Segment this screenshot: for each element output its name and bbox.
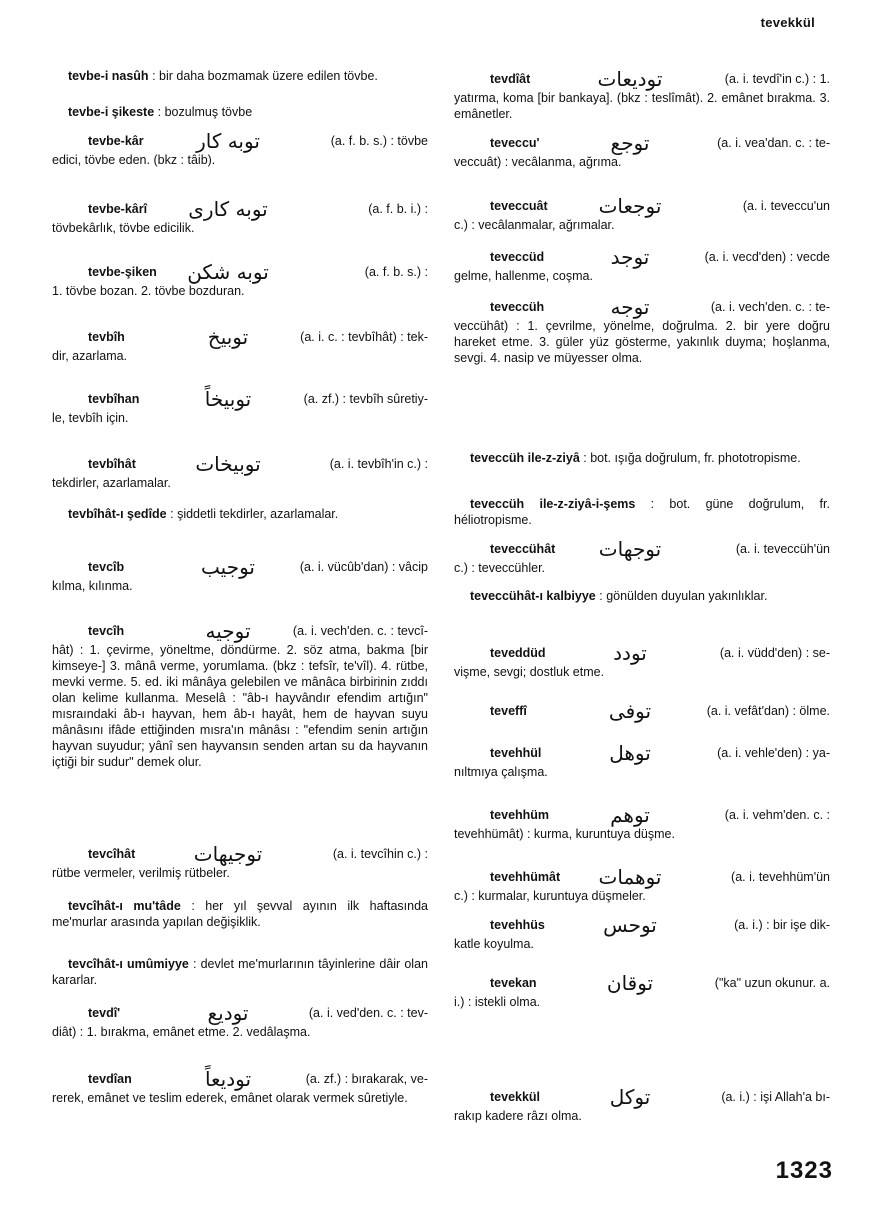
definition: kılma, kılınma. bbox=[52, 579, 133, 593]
headword: tevbe-kârî bbox=[88, 202, 148, 216]
page-number: 1323 bbox=[775, 1157, 833, 1184]
definition: le, tevbîh için. bbox=[52, 411, 129, 425]
dictionary-entry bbox=[52, 1002, 428, 1040]
definition: i.) : istekli olma. bbox=[454, 995, 541, 1009]
etymology: (a. f. b. i.) : bbox=[368, 202, 428, 216]
arabic-script: توجيب bbox=[201, 555, 255, 579]
dictionary-entry bbox=[52, 898, 428, 930]
dictionary-entry bbox=[52, 198, 428, 236]
definition: dir, azarlama. bbox=[52, 349, 128, 363]
arabic-script: توبه شكن bbox=[187, 260, 269, 284]
headword: tevekan bbox=[490, 976, 537, 990]
etymology: (a. i. vech'den. c. : te- bbox=[710, 300, 830, 314]
definition: : devlet me'murlarının tâyinlerine dâir olan kararlar. bbox=[52, 957, 428, 987]
arabic-script: توديعاً bbox=[204, 1067, 252, 1091]
arabic-script: توبيخ bbox=[207, 325, 249, 349]
entry-headline bbox=[454, 914, 830, 936]
entry-text bbox=[52, 898, 428, 930]
headword: tevcîb bbox=[88, 560, 125, 574]
entry-text bbox=[52, 104, 428, 120]
definition: tövbekârlık, tövbe edicilik. bbox=[52, 221, 195, 235]
headword: tevbîhât-ı şedîde bbox=[68, 507, 167, 521]
headword: tevcîh bbox=[88, 624, 125, 638]
entry-text bbox=[454, 588, 830, 604]
arabic-script: توجعات bbox=[598, 194, 662, 218]
arabic-script: توجد bbox=[610, 245, 650, 269]
etymology: (a. i. vehle'den) : ya- bbox=[717, 746, 830, 760]
etymology: (a. i. c. : tevbîhât) : tek- bbox=[300, 330, 428, 344]
definition: hât) : 1. çevirme, yöneltme, döndürme. 2. söz atma, bakma [bir kimseye-] 3. mânâ verme, yorumlama. (bkz : tefsîr, te'vîl). 4. rütbe, mevki verme. 5. ed. iki mânâya gelebilen ve mânâca birbirinin zıddı olan kelime kullanma. Meselâ : "âb-ı hayvândır efendim artığın" mısraındaki âb-ı hayvan, hem âb-ı hayât, hem de hayvan suyu mânâsını ifâde ettiğinden mısra'ın mânâsı : "efendim senin artığın hayvan suyudur; yânî sen hayvansın senden artan su da hayvanın içtiği bir sudur" demek olur. bbox=[52, 643, 428, 769]
dictionary-entry bbox=[52, 453, 428, 491]
dictionary-entry bbox=[454, 972, 830, 1010]
arabic-script: توحس bbox=[603, 913, 657, 937]
headword: teveccüh ile-z-ziyâ-i-şems bbox=[470, 497, 636, 511]
definition: c.) : kurmalar, kuruntuya düşmeler. bbox=[454, 889, 646, 903]
entry-headline bbox=[52, 388, 428, 410]
definition: : bot. ışığa doğrulum, fr. phototropisme. bbox=[583, 451, 801, 465]
definition: : bir daha bozmamak üzere edilen tövbe. bbox=[152, 69, 378, 83]
dictionary-entry bbox=[454, 496, 830, 528]
definition: gelme, hallenme, coşma. bbox=[454, 269, 593, 283]
headword: tevdîât bbox=[490, 72, 531, 86]
headword: tevdîan bbox=[88, 1072, 132, 1086]
definition: rütbe vermeler, verilmiş rütbeler. bbox=[52, 866, 230, 880]
entry-headline bbox=[52, 1068, 428, 1090]
dictionary-entry bbox=[454, 246, 830, 284]
headword: teveffî bbox=[490, 704, 527, 718]
arabic-script: توجيهات bbox=[193, 842, 263, 866]
entry-headline bbox=[52, 556, 428, 578]
definition: : bot. güne doğrulum, fr. héliotropisme. bbox=[454, 497, 830, 527]
headword: teveccühât bbox=[490, 542, 556, 556]
etymology: (a. i. vecd'den) : vecde bbox=[704, 250, 830, 264]
entry-headline bbox=[454, 972, 830, 994]
arabic-script: توقان bbox=[606, 971, 654, 995]
definition: yatırma, koma [bir bankaya]. (bkz : teslîmât). 2. emânet bırakma. 3. emânetler. bbox=[454, 91, 830, 121]
headword: tevbîhan bbox=[88, 392, 140, 406]
entry-headline bbox=[454, 866, 830, 888]
dictionary-entry bbox=[52, 1068, 428, 1106]
dictionary-entry bbox=[52, 388, 428, 426]
headword: teveccüh bbox=[490, 300, 545, 314]
etymology: (a. i. vefât'dan) : ölme. bbox=[706, 704, 830, 718]
dictionary-entry bbox=[52, 326, 428, 364]
entry-headline bbox=[454, 642, 830, 664]
etymology: (a. i. vech'den. c. : tevcî- bbox=[292, 624, 428, 638]
definition: : her yıl şevval ayının ilk haftasında me'murlar arasında yapılan değişiklik. bbox=[52, 899, 428, 929]
headword: tevbe-şiken bbox=[88, 265, 157, 279]
etymology: (a. i. vücûb'dan) : vâcip bbox=[299, 560, 428, 574]
dictionary-entry bbox=[454, 866, 830, 904]
definition: c.) : teveccühler. bbox=[454, 561, 546, 575]
dictionary-entry bbox=[454, 588, 830, 604]
definition: : bozulmuş tövbe bbox=[157, 105, 253, 119]
dictionary-entry bbox=[454, 68, 830, 122]
entry-text bbox=[52, 506, 428, 522]
headword: tevbe-i nasûh bbox=[68, 69, 149, 83]
arabic-script: توبه كار bbox=[196, 129, 260, 153]
etymology: (a. i.) : bir işe dik- bbox=[734, 918, 830, 932]
arabic-script: توهمات bbox=[598, 865, 662, 889]
dictionary-entry bbox=[454, 450, 830, 466]
etymology: (a. i. teveccüh'ün bbox=[735, 542, 830, 556]
entry-headline bbox=[454, 132, 830, 154]
etymology: ("ka" uzun okunur. a. bbox=[714, 976, 830, 990]
entry-headline bbox=[52, 1002, 428, 1024]
entry-headline bbox=[52, 198, 428, 220]
definition: : gönülden duyulan yakınlıklar. bbox=[599, 589, 768, 603]
headword: tevehhüm bbox=[490, 808, 550, 822]
dictionary-entry bbox=[454, 296, 830, 366]
entry-headline bbox=[454, 700, 830, 722]
definition: edici, tövbe eden. (bkz : tâib). bbox=[52, 153, 216, 167]
dictionary-entry bbox=[454, 538, 830, 576]
headword: teveccüh ile-z-ziyâ bbox=[470, 451, 580, 465]
etymology: (a. i.) : işi Allah'a bı- bbox=[721, 1090, 830, 1104]
entry-text bbox=[52, 68, 428, 84]
dictionary-entry bbox=[52, 956, 428, 988]
arabic-script: توهل bbox=[609, 741, 651, 765]
definition: rakıp kadere râzı olma. bbox=[454, 1109, 582, 1123]
entry-headline bbox=[454, 1086, 830, 1108]
definition: tekdirler, azarlamalar. bbox=[52, 476, 171, 490]
etymology: (a. i. ved'den. c. : tev- bbox=[308, 1006, 428, 1020]
definition: veccuât) : vecâlanma, ağrıma. bbox=[454, 155, 622, 169]
headword: tevdî' bbox=[88, 1006, 121, 1020]
headword: tevehhüs bbox=[490, 918, 545, 932]
entry-headline bbox=[52, 453, 428, 475]
dictionary-entry bbox=[454, 195, 830, 233]
headword: teveccuât bbox=[490, 199, 548, 213]
etymology: (a. zf.) : tevbîh sûretiy- bbox=[303, 392, 428, 406]
entry-headline bbox=[454, 804, 830, 826]
definition: rerek, emânet ve teslim ederek, emânet olarak vermek sûretiyle. bbox=[52, 1091, 408, 1105]
etymology: (a. f. b. s.) : bbox=[364, 265, 428, 279]
entry-headline bbox=[454, 296, 830, 318]
arabic-script: توجهات bbox=[598, 537, 662, 561]
arabic-script: توديعات bbox=[597, 67, 663, 91]
definition: : şiddetli tekdirler, azarlamalar. bbox=[170, 507, 339, 521]
etymology: (a. i. vüdd'den) : se- bbox=[719, 646, 830, 660]
dictionary-entry bbox=[52, 68, 428, 84]
etymology: (a. i. tevcîhin c.) : bbox=[332, 847, 428, 861]
arabic-script: توكل bbox=[609, 1085, 651, 1109]
dictionary-entry bbox=[52, 843, 428, 881]
headword: tevekkül bbox=[490, 1090, 541, 1104]
definition: vişme, sevgi; dostluk etme. bbox=[454, 665, 605, 679]
definition: 1. tövbe bozan. 2. tövbe bozduran. bbox=[52, 284, 245, 298]
etymology: (a. i. vehm'den. c. : bbox=[724, 808, 830, 822]
running-head: tevekkül bbox=[760, 15, 815, 30]
headword: teveccu' bbox=[490, 136, 540, 150]
dictionary-entry bbox=[454, 700, 830, 722]
headword: tevcîhât-ı mu'tâde bbox=[68, 899, 181, 913]
entry-headline bbox=[52, 620, 428, 642]
arabic-script: تودد bbox=[613, 641, 647, 665]
arabic-script: توجه bbox=[610, 295, 650, 319]
arabic-script: توديع bbox=[207, 1001, 249, 1025]
entry-headline bbox=[52, 843, 428, 865]
headword: teveccüd bbox=[490, 250, 545, 264]
entry-text bbox=[454, 450, 830, 466]
entry-text bbox=[52, 956, 428, 988]
dictionary-entry bbox=[454, 132, 830, 170]
headword: tevbîh bbox=[88, 330, 125, 344]
headword: tevbe-kâr bbox=[88, 134, 144, 148]
dictionary-entry bbox=[52, 620, 428, 770]
arabic-script: توجيه bbox=[205, 619, 251, 643]
dictionary-entry bbox=[52, 556, 428, 594]
dictionary-entry bbox=[52, 104, 428, 120]
etymology: (a. zf.) : bırakarak, ve- bbox=[305, 1072, 428, 1086]
etymology: (a. i. teveccu'un bbox=[742, 199, 830, 213]
arabic-script: توجع bbox=[610, 131, 650, 155]
arabic-script: توفى bbox=[608, 699, 652, 723]
dictionary-entry bbox=[454, 742, 830, 780]
etymology: (a. i. vea'dan. c. : te- bbox=[717, 136, 830, 150]
headword: tevcîhât-ı umûmiyye bbox=[68, 957, 189, 971]
headword: tevbe-i şikeste bbox=[68, 105, 155, 119]
definition: nıltmıya çalışma. bbox=[454, 765, 548, 779]
etymology: (a. i. tevehhüm'ün bbox=[731, 870, 830, 884]
headword: tevehhümât bbox=[490, 870, 561, 884]
entry-headline bbox=[52, 130, 428, 152]
entry-headline bbox=[454, 195, 830, 217]
arabic-script: توبه كارى bbox=[188, 197, 268, 221]
dictionary-entry bbox=[454, 1086, 830, 1124]
arabic-script: توهم bbox=[610, 803, 650, 827]
dictionary-entry bbox=[52, 261, 428, 299]
dictionary-entry bbox=[454, 804, 830, 842]
entry-headline bbox=[52, 261, 428, 283]
headword: tevehhül bbox=[490, 746, 542, 760]
headword: tevbîhât bbox=[88, 457, 136, 471]
definition: c.) : vecâlanmalar, ağrımalar. bbox=[454, 218, 615, 232]
headword: teveddüd bbox=[490, 646, 546, 660]
etymology: (a. i. tevdî'in c.) : 1. bbox=[724, 72, 830, 86]
entry-headline bbox=[52, 326, 428, 348]
definition: tevehhümât) : kurma, kuruntuya düşme. bbox=[454, 827, 675, 841]
definition: veccühât) : 1. çevrilme, yönelme, doğrulma. 2. bir yere doğru hareket etme. 3. güler yüz gösterme, yakınlık duyma; hoşlanma, sevgi. 4. nasip ve müyesser olma. bbox=[454, 319, 830, 365]
dictionary-entry bbox=[454, 642, 830, 680]
headword: teveccühât-ı kalbiyye bbox=[470, 589, 596, 603]
headword: tevcîhât bbox=[88, 847, 136, 861]
definition: diât) : 1. bırakma, emânet etme. 2. vedâlaşma. bbox=[52, 1025, 311, 1039]
entry-text bbox=[454, 496, 830, 528]
entry-headline bbox=[454, 68, 830, 90]
etymology: (a. i. tevbîh'in c.) : bbox=[329, 457, 428, 471]
definition: katle koyulma. bbox=[454, 937, 534, 951]
dictionary-entry bbox=[52, 130, 428, 168]
etymology: (a. f. b. s.) : tövbe bbox=[330, 134, 428, 148]
dictionary-entry bbox=[52, 506, 428, 522]
entry-headline bbox=[454, 246, 830, 268]
dictionary-entry bbox=[454, 914, 830, 952]
entry-headline bbox=[454, 742, 830, 764]
entry-headline bbox=[454, 538, 830, 560]
arabic-script: توبيخات bbox=[195, 452, 261, 476]
arabic-script: توبيخاً bbox=[204, 387, 252, 411]
